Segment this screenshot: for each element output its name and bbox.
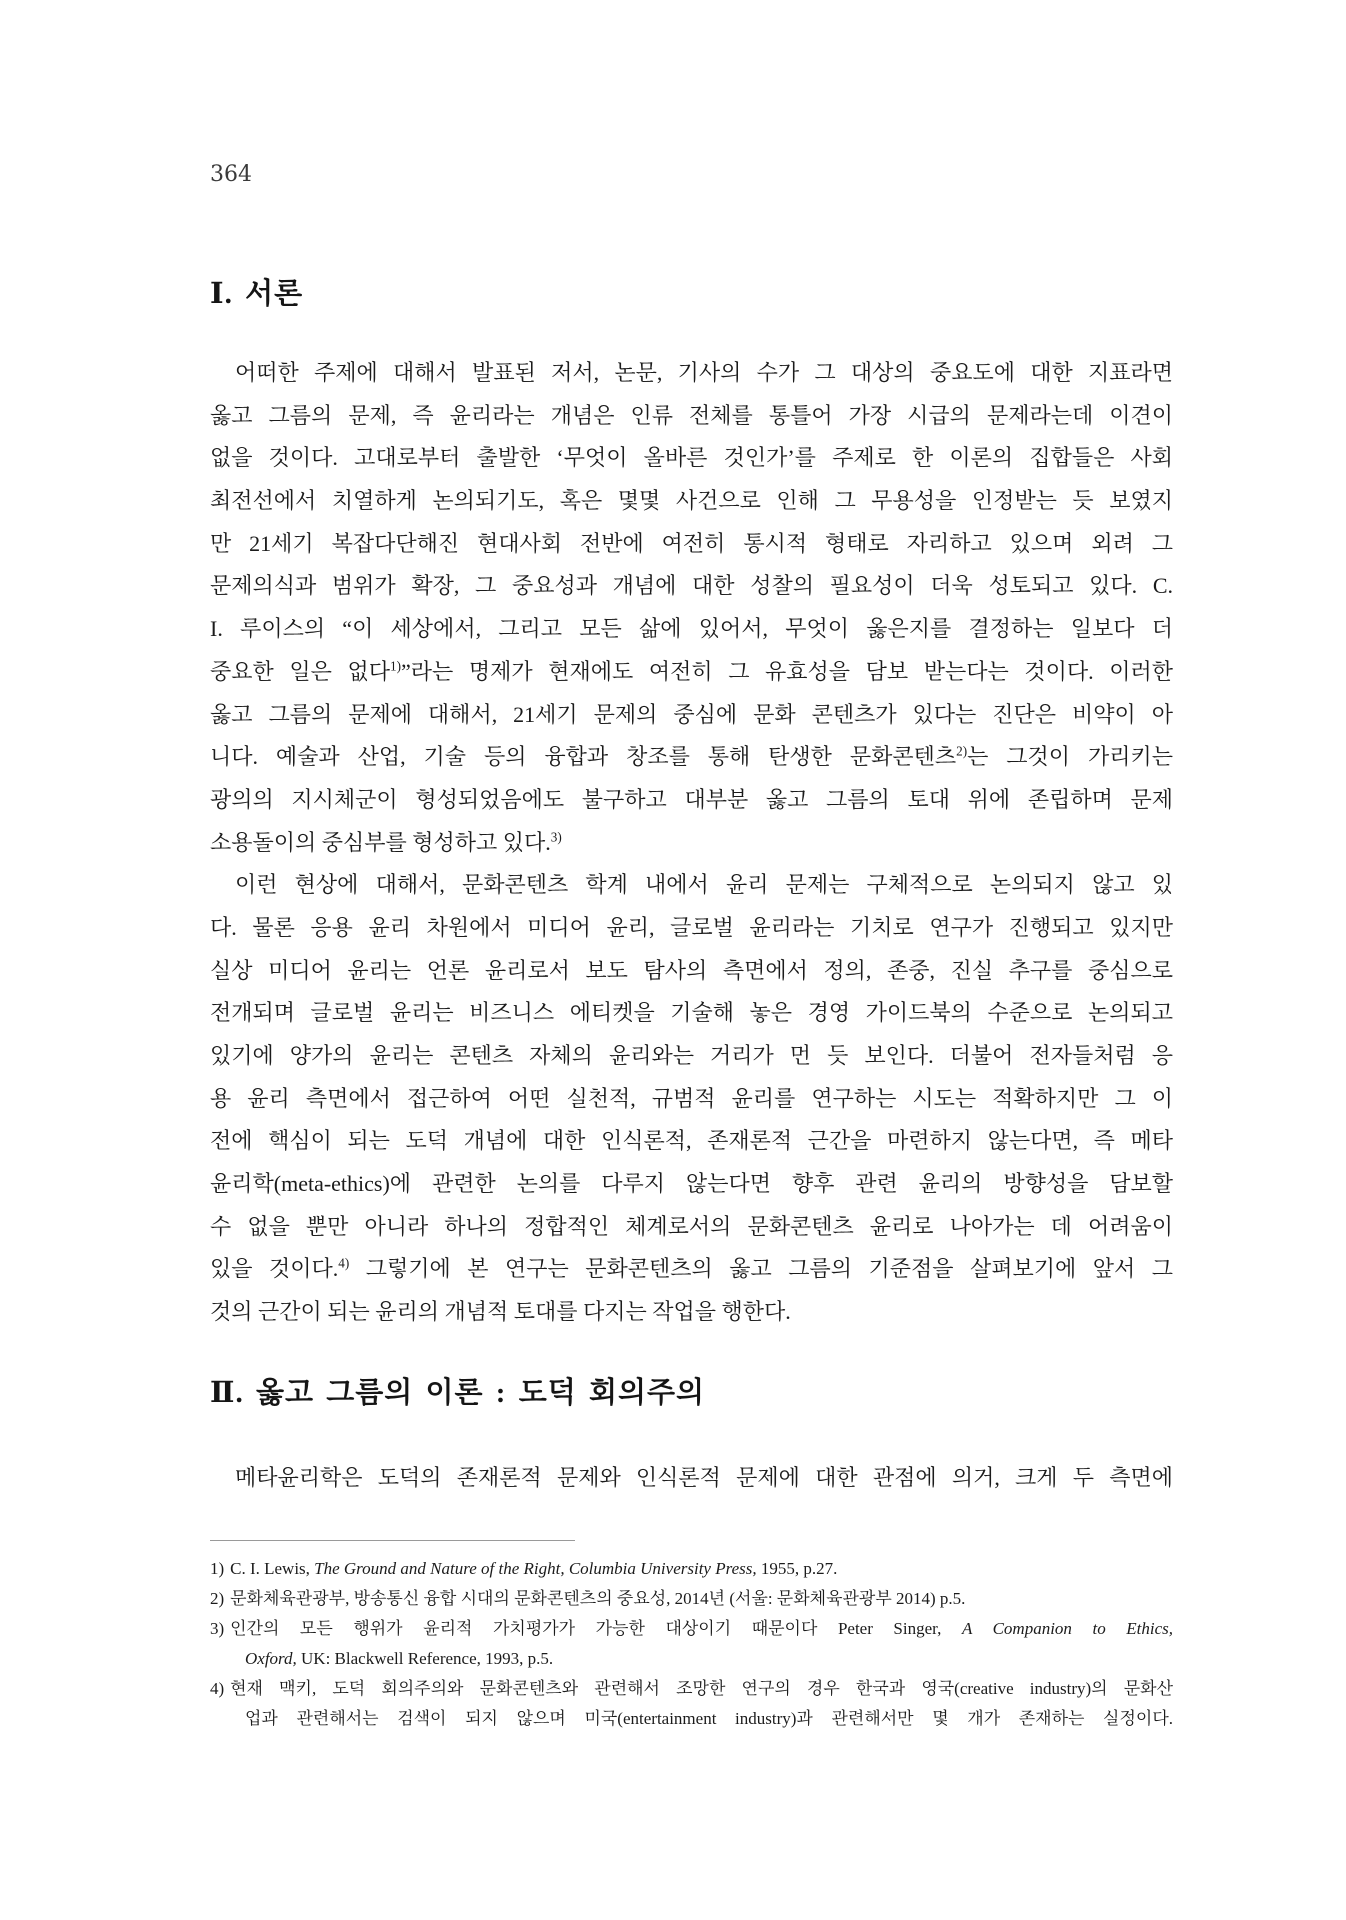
- text-line: 전개되며 글로벌 윤리는 비즈니스 에티켓을 기술해 놓은 경영 가이드북의 수준으로 논의되고: [210, 1000, 1173, 1026]
- text-line: 이런 현상에 대해서, 문화콘텐츠 학계 내에서 윤리 문제는 구체적으로 논의되지 않고 있: [235, 872, 1173, 898]
- section-body: [210, 1457, 1173, 1500]
- section-body: [210, 352, 1173, 1334]
- footnote: [210, 1674, 1173, 1734]
- line-text: 있을 것이다.: [210, 1256, 339, 1282]
- footnote-ref: 2): [956, 743, 968, 759]
- footnote-line: [210, 1644, 1173, 1674]
- line-text: 그렇기에 본 연구는 문화콘텐츠의 옳고 그름의 기준점을 살펴보기에 앞서 그: [349, 1256, 1173, 1282]
- text-line: I. 루이스의 “이 세상에서, 그리고 모든 삶에 있어서, 무엇이 옳은지를 결정하는 일보다 더: [210, 616, 1173, 642]
- text-line: 용 윤리 측면에서 접근하여 어떤 실천적, 규범적 윤리를 연구하는 시도는 적확하지만 그 이: [210, 1085, 1173, 1111]
- footnote-text: 업과 관련해서는 검색이 되지 않으며 미국(entertainment industry)과 관련해서만 몇 개가 존재하는 실정이다.: [245, 1709, 1173, 1728]
- text-line: 수 없을 뿐만 아니라 하나의 정합적인 체계로서의 문화콘텐츠 윤리로 나아가는 데 어려움이: [210, 1213, 1173, 1239]
- footnote-line: [210, 1614, 1173, 1644]
- page-number: 364: [210, 162, 252, 187]
- footnote-italic-title: Oxford,: [245, 1649, 297, 1668]
- text-line: 없을 것이다. 고대로부터 출발한 ‘무엇이 올바른 것인가’를 주제로 한 이론의 집합들은 사회: [210, 445, 1173, 471]
- text-line: 다. 물론 응용 윤리 차원에서 미디어 윤리, 글로벌 윤리라는 기치로 연구가 진행되고 있지만: [210, 914, 1173, 940]
- line-text: 니다. 예술과 산업, 기술 등의 융합과 창조를 통해 탄생한 문화콘텐츠: [210, 744, 957, 770]
- line-text: 는 그것이 가리키는: [967, 744, 1173, 770]
- footnote-number: 3): [210, 1619, 225, 1638]
- footnote-ref: 1): [389, 658, 401, 674]
- footnote-italic-title: The Ground and Nature of the Right, Columbia University Press,: [314, 1559, 757, 1578]
- line-text: ”라는 명제가 현재에도 여전히 그 유효성을 담보 받는다는 것이다. 이러한: [400, 658, 1174, 684]
- paragraph: [210, 352, 1173, 864]
- line-text: 중요한 일은 없다: [210, 658, 390, 684]
- text-line: [210, 651, 1173, 694]
- footnote: [210, 1554, 1173, 1584]
- footnote-line: [210, 1584, 1173, 1614]
- paragraph: [210, 864, 1173, 1334]
- footnote-ref: 4): [338, 1255, 350, 1271]
- text-line: 메타윤리학은 도덕의 존재론적 문제와 인식론적 문제에 대한 관점에 의거, 크게 두 측면에: [235, 1465, 1173, 1490]
- footnote-text: UK: Blackwell Reference, 1993, p.5.: [296, 1649, 554, 1668]
- text-line: 옳고 그름의 문제, 즉 윤리라는 개념은 인류 전체를 통틀어 가장 시급의 문제라는데 이견이: [210, 402, 1173, 428]
- section-heading-introduction: Ⅰ. 서론: [210, 278, 304, 310]
- footnote-number: 2): [210, 1589, 225, 1608]
- text-line: 실상 미디어 윤리는 언론 윤리로서 보도 탐사의 측면에서 정의, 존중, 진실 추구를 중심으로: [210, 957, 1173, 983]
- footnote-text: 1955, p.27.: [756, 1559, 838, 1578]
- text-line: 전에 핵심이 되는 도덕 개념에 대한 인식론적, 존재론적 근간을 마련하지 않는다면, 즉 메타: [210, 1128, 1173, 1154]
- footnote-italic-title: A Companion to Ethics,: [961, 1619, 1173, 1638]
- text-line: 만 21세기 복잡다단해진 현대사회 전반에 여전히 통시적 형태로 자리하고 있으며 외려 그: [210, 530, 1173, 556]
- footnote-number: 4): [210, 1679, 225, 1698]
- text-line: 있기에 양가의 윤리는 콘텐츠 자체의 윤리와는 거리가 먼 듯 보인다. 더불어 전자들처럼 응: [210, 1043, 1173, 1068]
- line-text: 소용돌이의 중심부를 형성하고 있다.: [210, 829, 551, 855]
- text-line: [210, 1248, 1173, 1291]
- footnote-line: [210, 1674, 1173, 1704]
- text-line: 옳고 그름의 문제에 대해서, 21세기 문제의 중심에 문화 콘텐츠가 있다는 진단은 비약이 아: [210, 701, 1173, 727]
- paragraph: [210, 1457, 1173, 1500]
- text-line: [210, 736, 1173, 779]
- footnote-ref: 3): [550, 828, 562, 844]
- text-line: [210, 822, 1173, 865]
- text-line: 광의의 지시체군이 형성되었음에도 불구하고 대부분 옳고 그름의 토대 위에 존립하며 문제: [210, 786, 1173, 812]
- footnote-text: C. I. Lewis,: [230, 1559, 315, 1578]
- footnotes: [210, 1554, 1173, 1734]
- footnote-text: 인간의 모든 행위가 윤리적 가치평가가 가능한 대상이기 때문이다 Peter Singer,: [230, 1619, 962, 1638]
- text-line: 것의 근간이 되는 윤리의 개념적 토대를 다지는 작업을 행한다.: [210, 1299, 791, 1325]
- footnote-line: [210, 1704, 1173, 1734]
- footnote: [210, 1584, 1173, 1614]
- footnote-number: 1): [210, 1559, 225, 1578]
- text-line: 문제의식과 범위가 확장, 그 중요성과 개념에 대한 성찰의 필요성이 더욱 성토되고 있다. C.: [210, 573, 1173, 599]
- footnote-line: [210, 1554, 1173, 1584]
- footnote: [210, 1614, 1173, 1674]
- footnote-separator: [210, 1540, 575, 1541]
- footnote-text: 문화체육관광부, 방송통신 융합 시대의 문화콘텐츠의 중요성, 2014년 (서울: 문화체육관광부 2014) p.5.: [230, 1589, 966, 1608]
- section-heading-theory: Ⅱ. 옳고 그름의 이론 : 도덕 회의주의: [210, 1377, 706, 1409]
- text-line: 윤리학(meta-ethics)에 관련한 논의를 다루지 않는다면 향후 관련 윤리의 방향성을 담보할: [210, 1171, 1173, 1197]
- text-line: 어떠한 주제에 대해서 발표된 저서, 논문, 기사의 수가 그 대상의 중요도에 대한 지표라면: [235, 360, 1173, 385]
- footnote-text: 현재 맥키, 도덕 회의주의와 문화콘텐츠와 관련해서 조망한 연구의 경우 한국과 영국(creative industry)의 문화산: [230, 1679, 1173, 1698]
- text-line: 최전선에서 치열하게 논의되기도, 혹은 몇몇 사건으로 인해 그 무용성을 인정받는 듯 보였지: [210, 488, 1173, 514]
